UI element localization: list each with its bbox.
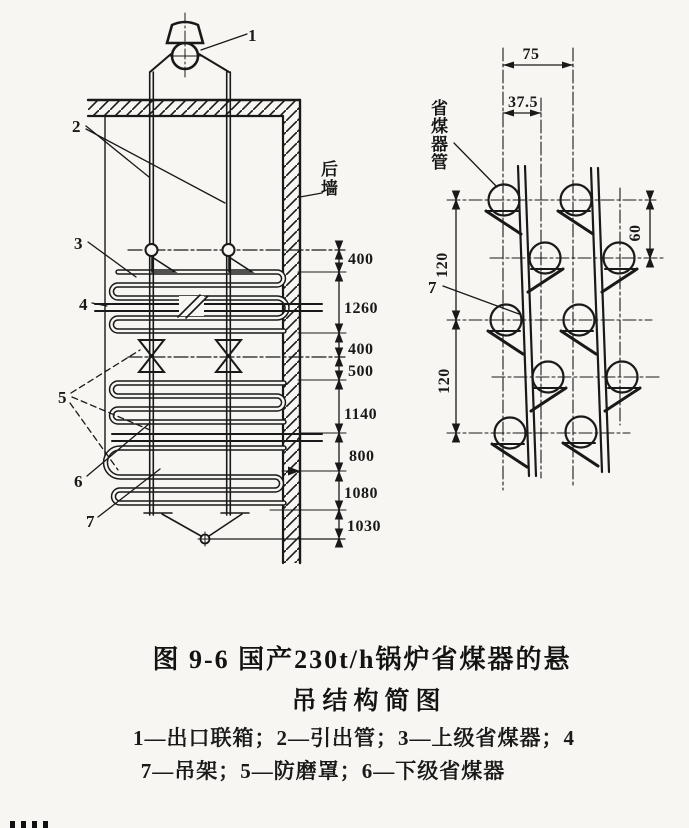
callout-1: 1 [248, 26, 257, 45]
dimension-values [344, 251, 381, 535]
figure-caption-line1: 图 9-6 国产230t/h锅炉省煤器的悬 [152, 645, 572, 674]
callout-7-left: 7 [86, 512, 95, 531]
bottom-hanger [144, 513, 345, 546]
rear-wall-label: 后墙 [318, 160, 337, 198]
ceiling-wall [88, 100, 300, 116]
lower-economizer-coils-lower-bank [105, 448, 284, 503]
dim-1080: 1080 [344, 485, 378, 502]
dim-1140: 1140 [344, 406, 378, 423]
detail-right-dimension [647, 191, 654, 267]
figure-legend-line2: 7—吊架；5—防磨罩；6—下级省煤器 [140, 759, 506, 783]
boiler-section-figure [58, 13, 381, 563]
detail-leaders [443, 143, 519, 314]
hanger-detail-figure [428, 46, 664, 490]
dim-800: 800 [349, 448, 375, 465]
dim-1260: 1260 [344, 300, 378, 317]
figure-legend-line1: 1—出口联箱；2—引出管；3—上级省煤器；4 [133, 726, 575, 750]
dim-1030: 1030 [347, 518, 381, 535]
lower-economizer-coils-upper-bank [112, 383, 285, 422]
dim-400-top: 400 [348, 251, 374, 268]
dim-500: 500 [348, 363, 374, 380]
callout-4: 4 [79, 295, 88, 314]
dim-400-mid: 400 [348, 341, 374, 358]
dim-37-5: 37.5 [508, 94, 538, 111]
figure-caption-line2: 吊结构简图 [291, 688, 447, 715]
callout-3: 3 [74, 234, 83, 253]
print-artifact [10, 817, 80, 828]
economizer-tubes-grid [486, 185, 640, 468]
dim-120-upper: 120 [434, 252, 451, 278]
callout-5: 5 [58, 388, 67, 407]
callout-6: 6 [74, 472, 83, 491]
dim-75: 75 [522, 46, 540, 63]
detail-left-dimensions [453, 191, 460, 442]
callout-2: 2 [72, 117, 81, 136]
middle-hanger-lugs [128, 340, 345, 372]
dim-60: 60 [627, 224, 644, 242]
upper-hanger-lugs [128, 244, 345, 272]
dim-120-lower: 120 [436, 368, 453, 394]
economizer-tube-label: 省煤器管 [428, 99, 447, 171]
callout-7-right: 7 [428, 278, 437, 297]
